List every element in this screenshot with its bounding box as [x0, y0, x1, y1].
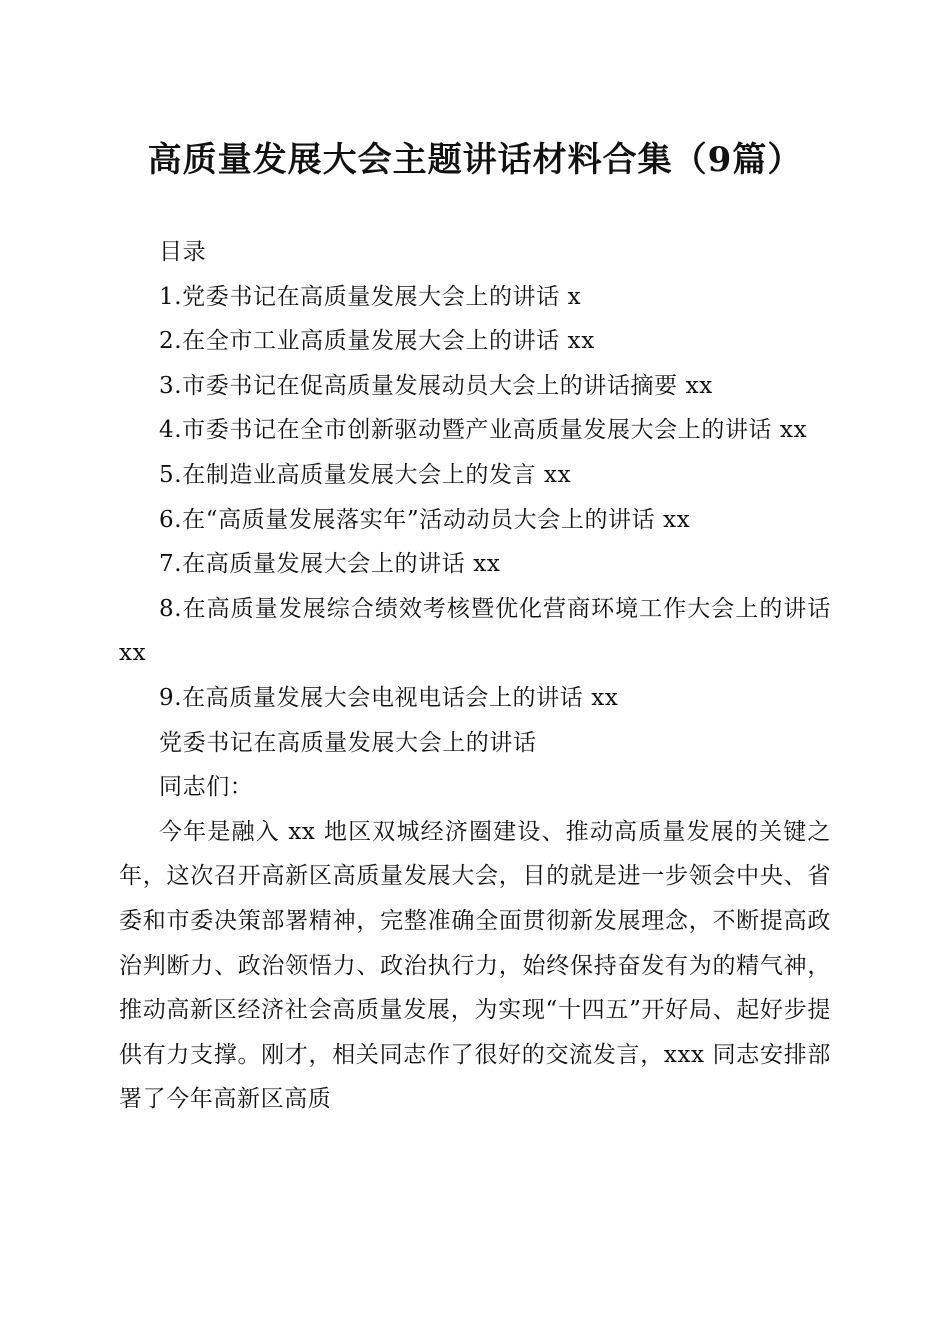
toc-item: 5.在制造业高质量发展大会上的发言 xx	[159, 461, 572, 488]
speech-title: 党委书记在高质量发展大会上的讲话	[159, 729, 537, 756]
toc-item: 3.市委书记在促高质量发展动员大会上的讲话摘要 xx	[159, 372, 713, 399]
salutation: 同志们：	[159, 774, 254, 801]
toc-heading: 目录	[159, 239, 207, 265]
body-paragraph: 今年是融入 xx 地区双城经济圈建设、推动高质量发展的关键之年，这次召开高新区高质量发展大会，目的就是进一步领会中央、省委和市委决策部署精神，完整准确全面贯彻新发展理念，不断提高政治判断力、政治领悟力、政治执行力，始终保持奋发有为的精气神，推动高新区经济社会高质量发展，为实现“十四五”开好局、起好步提供有力支撑。刚才，相关同志作了很好的交流发言，xxx 同志安排部署了今年高新区高质	[119, 818, 831, 1113]
document-body	[119, 230, 831, 1122]
toc-item: 9.在高质量发展大会电视电话会上的讲话 xx	[159, 684, 619, 711]
toc-item: 8.在高质量发展综合绩效考核暨优化营商环境工作大会上的讲话 xx	[119, 595, 831, 667]
toc-item: 1.党委书记在高质量发展大会上的讲话 x	[159, 283, 582, 310]
toc-item: 7.在高质量发展大会上的讲话 xx	[159, 551, 501, 578]
document-title: 高质量发展大会主题讲话材料合集（9篇）	[147, 140, 803, 180]
toc-item: 2.在全市工业高质量发展大会上的讲话 xx	[159, 328, 595, 355]
toc-item: 4.市委书记在全市创新驱动暨产业高质量发展大会上的讲话 xx	[159, 417, 808, 444]
toc-item: 6.在“高质量发展落实年”活动动员大会上的讲话 xx	[159, 506, 691, 533]
